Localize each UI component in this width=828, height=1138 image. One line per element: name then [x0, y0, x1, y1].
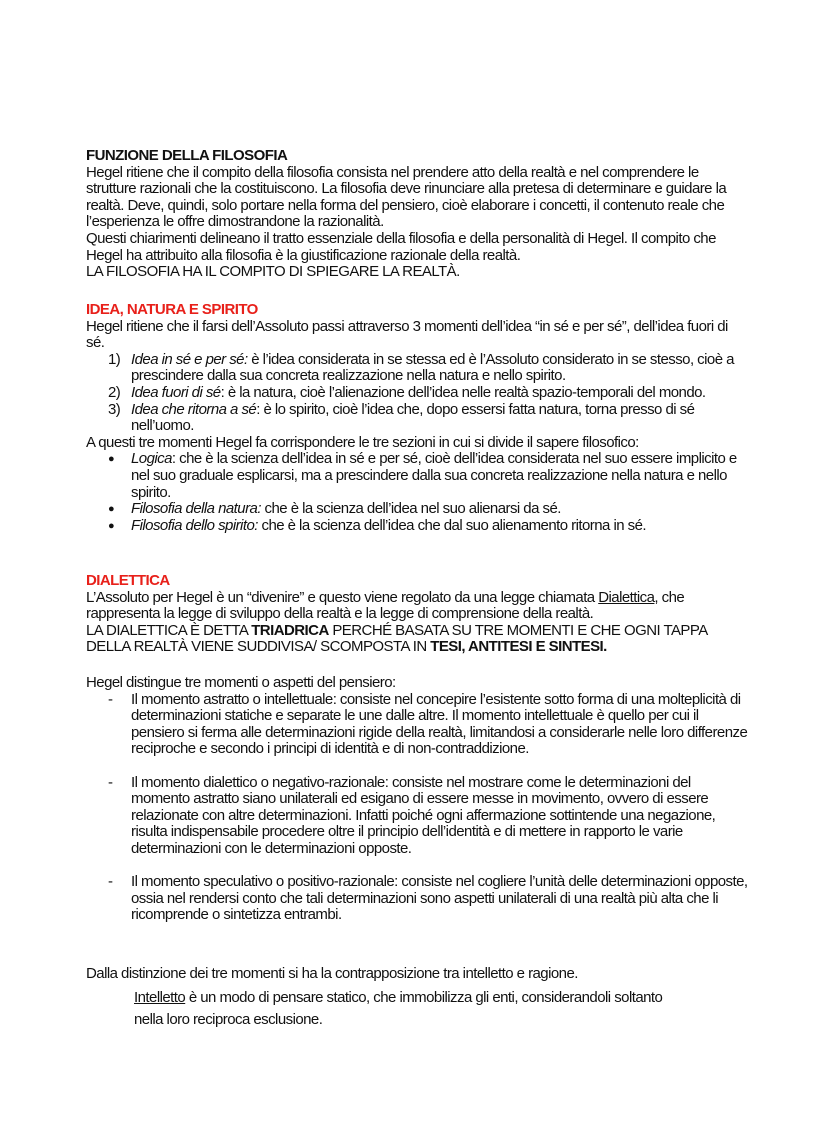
- item-text: è l’idea considerata in se stessa ed è l’Assoluto considerato in se stesso, cioè a prescindere dalla sua concreta realizzazione nella natura e nello spirito.: [131, 350, 734, 385]
- bold-term: TRIADRICA: [251, 621, 329, 639]
- paragraph: [86, 623, 748, 656]
- bold-term: TESI, ANTITESI E SINTESI.: [430, 638, 607, 656]
- text: L’Assoluto per Hegel è un “divenire” e questo viene regolato da una legge chiamata: [86, 588, 599, 606]
- numbered-list: [86, 352, 748, 435]
- heading-funzione: FUNZIONE DELLA FILOSOFIA: [86, 147, 288, 164]
- paragraph: [86, 590, 748, 623]
- section-dialettica: [86, 573, 748, 656]
- item-text: : è lo spirito, cioè l’idea che, dopo essersi fatta natura, torna presso di sé nell’uomo.: [131, 400, 695, 435]
- list-marker: 2): [108, 383, 121, 401]
- underlined-term: Dialettica: [598, 588, 655, 606]
- list-item: [86, 385, 748, 402]
- paragraph: Hegel ritiene che il farsi dell’Assoluto passi attraverso 3 momenti dell’idea “in sé e per sé”, dell’idea fuori di sé.: [86, 317, 728, 352]
- item-text: : è la natura, cioè l’alienazione dell’idea nelle realtà spazio-temporali del mondo.: [220, 383, 706, 401]
- term: Idea che ritorna a sé: [131, 400, 257, 418]
- text: LA DIALETTICA È DETTA: [86, 621, 252, 639]
- dash-marker: -: [108, 773, 113, 791]
- paragraph: A questi tre momenti Hegel fa corrispondere le tre sezioni in cui si divide il sapere filosofico:: [86, 433, 639, 451]
- text: è un modo di pensare statico, che immobilizza gli enti, considerandoli soltanto nella loro reciproca esclusione.: [134, 988, 663, 1028]
- section-conclusione: [86, 966, 748, 1031]
- paragraph: LA FILOSOFIA HA IL COMPITO DI SPIEGARE LA REALTÀ.: [86, 263, 460, 281]
- bullet-icon: ●: [108, 519, 115, 532]
- list-item: [86, 501, 748, 518]
- list-item: [86, 451, 748, 501]
- item-text: Il momento speculativo o positivo-razionale: consiste nel cogliere l’unità delle determinazioni opposte, ossia nel rendersi conto che tali determinazioni sono aspetti unilaterali di una realtà più alta che li ricomprende o sintetizza entrambi.: [131, 873, 748, 924]
- section-momenti: [86, 675, 748, 924]
- term: Idea fuori di sé: [131, 383, 221, 401]
- bullet-list: [86, 451, 748, 534]
- item-text: che è la scienza dell’idea nel suo alienarsi da sé.: [260, 500, 561, 518]
- list-marker: 1): [108, 350, 121, 368]
- heading-idea: IDEA, NATURA E SPIRITO: [86, 301, 258, 318]
- term: Idea in sé e per sé:: [131, 350, 248, 368]
- item-text: : che è la scienza dell’idea in sé e per sé, cioè dell’idea considerata nel suo essere implicito e nel suo graduale esplicarsi, ma a prescindere dalla sua concreta realizzazione nella natura e nello spirito.: [131, 450, 737, 501]
- item-text: Il momento astratto o intellettuale: consiste nel concepire l’esistente sotto forma di una molteplicità di determinazioni statiche e separate le une dalle altre. Il momento intellettuale è quello per cui il pensiero si ferma alle determinazioni rigide della realtà, limitandosi a considerarle nelle loro differenze reciproche e secondo i principi di identità e di non-contraddizione.: [131, 690, 748, 758]
- text: PERCHÉ BASATA SU TRE MOMENTI E CHE OGNI TAPPA DELLA REALTÀ VIENE SUDDIVISA/ SCOMPOSTA IN: [86, 621, 707, 656]
- list-marker: 3): [108, 400, 121, 418]
- paragraph: Dalla distinzione dei tre momenti si ha la contrapposizione tra intelletto e ragione.: [86, 965, 578, 982]
- dash-marker: -: [108, 690, 113, 708]
- term: Filosofia dello spirito:: [131, 516, 258, 534]
- paragraph-intelletto: [86, 987, 694, 1031]
- item-text: Il momento dialettico o negativo-razionale: consiste nel mostrare come le determinazioni del momento astratto siano unilaterali ed esigano di essere messe in movimento, ovvero di essere relazionate con altre determinazioni. Infatti poiché ogni affermazione sottintende una negazione, risulta indispensabile procedere oltre il principio dell’identità e di mettere in rapporto le varie determinazioni con le determinazioni opposte.: [131, 773, 716, 857]
- list-item: [86, 692, 748, 758]
- section-idea: [86, 302, 748, 534]
- paragraph: Questi chiarimenti delineano il tratto essenziale della filosofia e della personalità di Hegel. Il compito che Hegel ha attribuito alla filosofia è la giustificazione razionale della realtà.: [86, 229, 716, 264]
- bullet-icon: ●: [108, 503, 115, 516]
- term: Filosofia della natura:: [131, 500, 261, 518]
- list-item: [86, 402, 748, 435]
- dash-marker: -: [108, 873, 113, 891]
- list-item: [86, 874, 748, 924]
- paragraph: Hegel ritiene che il compito della filosofia consista nel prendere atto della realtà e nel comprendere le strutture razionali che la costituiscono. La filosofia deve rinunciare alla pretesa di determinare e guidare la realtà. Deve, quindi, solo portare nella forma del pensiero, cioè elaborare i concetti, il contenuto reale che l’esperienza le offre dimostrandone la razionalità.: [86, 163, 727, 231]
- list-item: [86, 518, 748, 535]
- term: Logica: [131, 450, 172, 468]
- item-text: che è la scienza dell’idea che dal suo alienamento ritorna in sé.: [257, 516, 646, 534]
- text: , che rappresenta la legge di sviluppo della realtà e la legge di comprensione della realtà.: [86, 588, 685, 623]
- list-item: [86, 775, 748, 858]
- heading-dialettica: DIALETTICA: [86, 572, 170, 589]
- underlined-term: Intelletto: [134, 988, 186, 1006]
- paragraph: Hegel distingue tre momenti o aspetti del pensiero:: [86, 674, 396, 691]
- bullet-icon: ●: [108, 453, 115, 466]
- dash-list: [86, 692, 748, 924]
- section-funzione: [86, 148, 748, 281]
- list-item: [86, 352, 748, 385]
